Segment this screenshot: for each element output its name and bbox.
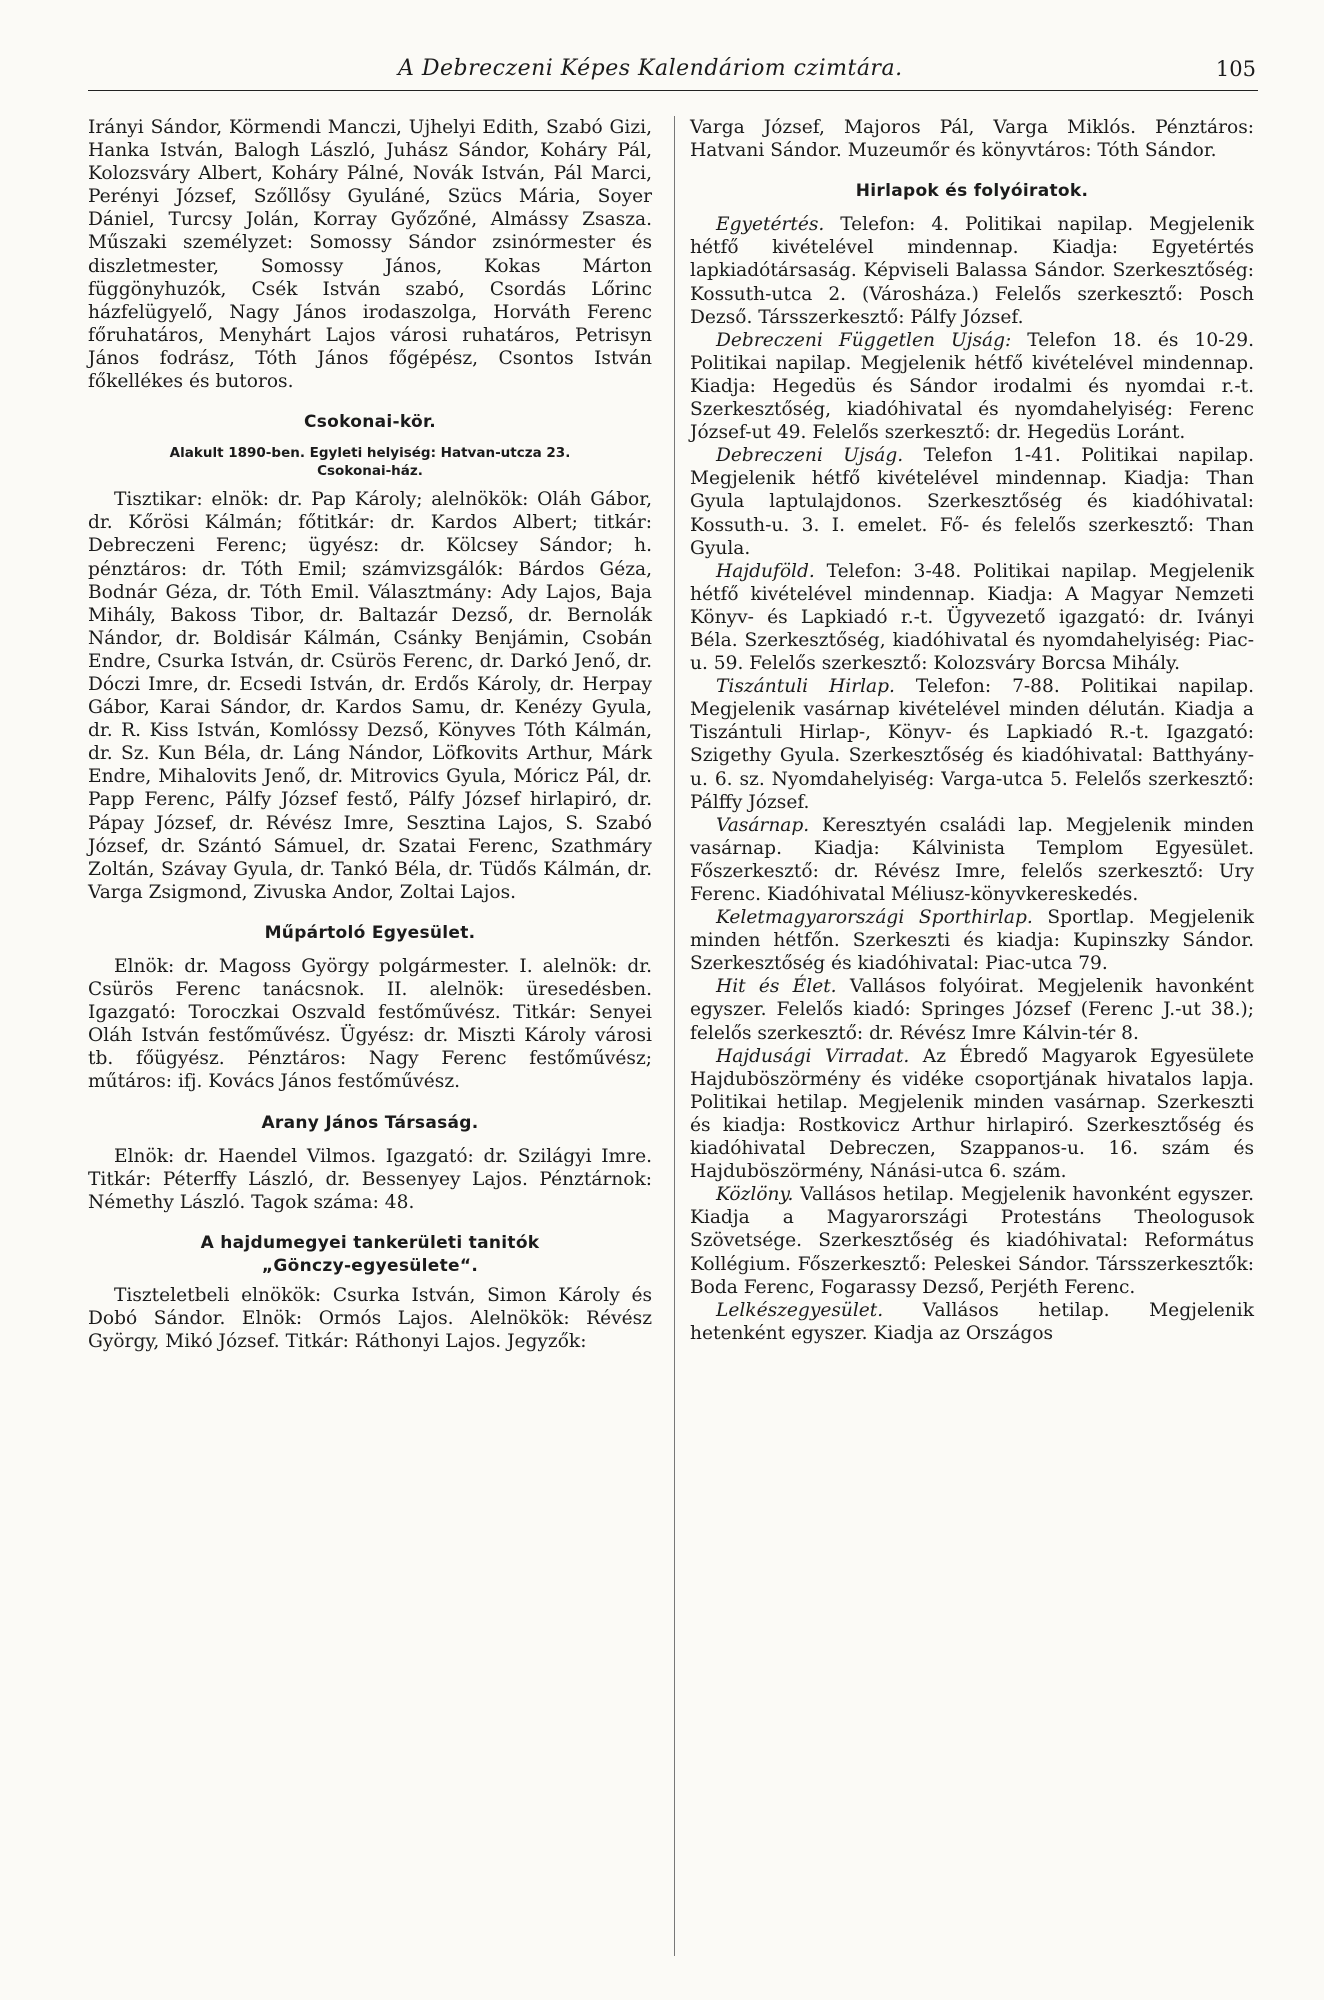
tanito-body: Tiszteletbeli elnökök: Csurka István, Simon Károly és Dobó Sándor. Elnök: Ormós Lajos. Alelnökök: Révész György, Mikó József. Titkár: Ráthonyi Lajos. Jegyzők: (88, 1285, 652, 1353)
mupartolo-body: Elnök: dr. Magoss György polgármester. I. alelnök: dr. Csürös Ferenc tanácsnok. II. alelnök: üresedésben. Igazgató: Toroczkai Oszvald festőművész. Titkár: Senyei Oláh István festőművész. Ügyész: dr. Miszti Károly városi tb. főügyész. Pénztáros: Nagy Ferenc festőművész; műtáros: ifj. Kovács János festőművész. (88, 956, 652, 1093)
running-title: A Debreczeni Képes Kalendáriom czimtára. (398, 56, 903, 81)
paper-entry (690, 906, 1254, 975)
page-number: 105 (1215, 57, 1256, 81)
right-column (690, 116, 1254, 1345)
tanito-heading (88, 1232, 652, 1278)
paper-description: Vallásos folyóirat. Megjelenik havonként egyszer. Felelős kiadó: Springes József (Ferenc J.-ut 38.); felelős szerkesztő: dr. Révész Imre Kálvin-tér 8. (690, 976, 1254, 1044)
tanito-heading-line-2: „Gönczy-egyesülete“. (261, 1256, 479, 1277)
paper-name: Egyetértés. (716, 214, 825, 236)
paper-name: Hajdusági Virradat. (716, 1045, 910, 1067)
paper-name: Vasárnap. (716, 814, 810, 836)
csokonai-founded (88, 444, 652, 480)
paper-description: Telefon 1-41. Politikai napilap. Megjelenik hétfő kivételével mindennap. Kiadja: Than Gyula laptulajdonos. Szerkesztőség és kiadóhivatal: Kossuth-u. 3. I. emelet. Fő- és felelős szerkesztő: Than Gyula. (690, 445, 1254, 559)
paper-description: Vallásos hetilap. Megjelenik havonként egyszer. Kiadja a Magyarországi Protestáns Theologusok Szövetsége. Szerkesztőség és kiadóhivatal: Református Kollégium. Főszerkesztő: Peleskei Sándor. Társszerkesztők: Boda Ferenc, Fogarassy Dezső, Perjéth Ferenc. (690, 1184, 1254, 1298)
paper-entry (690, 213, 1254, 328)
csokonai-heading: Csokonai-kör. (303, 412, 437, 433)
paper-entry (690, 329, 1254, 444)
paper-entry (690, 444, 1254, 559)
paper-entry (690, 1299, 1254, 1345)
document-page (88, 50, 1258, 1970)
csokonai-founded-line-1: Alakult 1890-ben. Egyleti helyiség: Hatvan-utcza 23. (169, 445, 571, 462)
paper-name: Tiszántuli Hirlap. (716, 676, 895, 698)
paper-entry (690, 814, 1254, 906)
paper-entry (690, 1183, 1254, 1298)
csokonai-founded-line-2: Csokonai-ház. (317, 463, 423, 480)
paper-name: Hit és Élet. (716, 976, 837, 998)
mupartolo-heading: Műpártoló Egyesület. (264, 922, 476, 943)
arany-heading: Arany János Társaság. (261, 1112, 479, 1133)
papers-heading: Hirlapok és folyóiratok. (855, 181, 1089, 202)
running-head (88, 50, 1258, 91)
arany-body: Elnök: dr. Haendel Vilmos. Igazgató: dr. Szilágyi Imre. Titkár: Péterffy László, dr. Bessenyey Lajos. Pénztárnok: Némethy László. Tagok száma: 48. (88, 1145, 652, 1213)
theatre-staff-text: Irányi Sándor, Körmendi Manczi, Ujhelyi Edith, Szabó Gizi, Hanka István, Balogh László, Juhász Sándor, Koháry Pál, Kolozsváry Albert, Koháry Pálné, Novák István, Pál Marci, Perényi József, Szőllősy Gyuláné, Szücs Mária, Soyer Dániel, Turcsy Jolán, Korray Győzőné, Almássy Zsasza. Műszaki személyzet: Somossy Sándor zsinórmester és diszletmester, Somossy János, Kokas Márton függönyhuzók, Csék István szabó, Csordás Lőrinc házfelügyelő, Nagy János irodaszolga, Horváth Ferenc főruhatáros, Menyhárt Lajos városi ruhatáros, Petrisyn János fodrász, Tóth János főgépész, Csontos István főkellékes és butoros. (88, 117, 652, 393)
paper-description: Telefon: 7-88. Politikai napilap. Megjelenik vasárnap kivételével minden délután. Kiadja a Tiszántuli Hirlap-, Könyv- és Lapkiadó R.-t. Igazgató: Szigethy Gyula. Szerkesztőség és kiadóhivatal: Batthyány-u. 6. sz. Nyomdahelyiség: Varga-utca 5. Felelős szerkesztő: Pálffy József. (690, 676, 1254, 813)
paper-entry (690, 1045, 1254, 1184)
paper-entry (690, 675, 1254, 814)
paper-description: Vallásos hetilap. Megjelenik hetenként egyszer. Kiadja az Országos (690, 1299, 1254, 1344)
paper-name: Debreczeni Ujság. (716, 445, 904, 467)
paper-entry (690, 560, 1254, 675)
tanito-heading-line-1: A hajdumegyei tankerületi tanitók (200, 1232, 540, 1253)
paper-description: Telefon 18. és 10-29. Politikai napilap. Megjelenik hétfő kivételével mindennap. Kiadja: Hegedüs és Sándor irodalmi és nyomdai r.-t. Szerkesztőség, kiadóhivatal és nyomdahelyiség: Ferenc József-ut 49. Felelős szerkesztő: dr. Hegedüs Loránt. (690, 329, 1255, 444)
paper-name: Közlöny. (716, 1184, 794, 1206)
column-divider (674, 116, 675, 1956)
paper-entry (690, 975, 1254, 1044)
paper-name: Debreczeni Független Ujság: (716, 329, 1012, 351)
paper-name: Keletmagyarországi Sporthirlap. (716, 907, 1033, 929)
paper-description: Telefon: 3-48. Politikai napilap. Megjelenik hétfő kivételével mindennap. Kiadja: A Magyar Nemzeti Könyv- és Lapkiadó r.-t. Ügyvezető igazgató: dr. Iványi Béla. Szerkesztőség, kiadóhivatal és nyomdahelyiség: Piac-u. 59. Felelős szerkesztő: Kolozsváry Borcsa Mihály. (690, 560, 1254, 675)
paper-description: Az Ébredő Magyarok Egyesülete Hajduböszörmény és vidéke csoportjának hivatalos lapja. Politikai hetilap. Megjelenik minden vasárnap. Szerkeszti és kiadja: Rostkovicz Arthur hirlapiró. Szerkesztőség és kiadóhivatal Debreczen, Szappanos-u. 16. szám és Hajduböszörmény, Nánási-utca 6. szám. (690, 1045, 1254, 1183)
paper-description: Sportlap. Megjelenik minden hétfőn. Szerkeszti és kiadja: Kupinszky Sándor. Szerkesztőség és kiadóhivatal: Piac-utca 79. (690, 907, 1254, 975)
csokonai-body: Tisztikar: elnök: dr. Pap Károly; alelnökök: Oláh Gábor, dr. Kőrösi Kálmán; főtitkár: dr. Kardos Albert; titkár: Debreczeni Ferenc; ügyész: dr. Kölcsey Sándor; h. pénztáros: dr. Tóth Emil; számvizsgálók: Bárdos Géza, Bodnár Géza, dr. Tóth Emil. Választmány: Ady Lajos, Baja Mihály, Bakoss Tibor, dr. Baltazár Dezső, dr. Bernolák Nándor, dr. Boldisár Kálmán, Csánky Benjámin, Csobán Endre, Csurka István, dr. Csürös Ferenc, dr. Darkó Jenő, dr. Dóczi Imre, dr. Ecsedi István, dr. Erdős Károly, dr. Herpay Gábor, Karai Sándor, dr. Kardos Samu, dr. Kenézy Gyula, dr. R. Kiss István, Komlóssy Dezső, Könyves Tóth Kálmán, dr. Sz. Kun Béla, dr. Láng Nándor, Löfkovits Arthur, Márk Endre, Mihalovits Jenő, dr. Mitrovics Gyula, Móricz Pál, dr. Papp Ferenc, Pálfy József festő, Pálfy József hirlapiró, dr. Pápay József, dr. Révész Imre, Sesztina Lajos, S. Szabó József, dr. Szántó Sámuel, dr. Szatai Ferenc, Szathmáry Zoltán, Szávay Gyula, dr. Tankó Béla, dr. Tüdős Kálmán, dr. Varga Zsigmond, Zivuska Andor, Zoltai Lajos. (88, 489, 652, 903)
paper-description: Keresztyén családi lap. Megjelenik minden vasárnap. Kiadja: Kálvinista Templom Egyesület. Főszerkesztő: dr. Révész Imre, felelős szerkesztő: Ury Ferenc. Kiadóhivatal Méliusz-könyvkereskedés. (690, 814, 1254, 905)
paper-name: Hajduföld. (716, 560, 815, 582)
paper-name: Lelkészegyesület. (716, 1299, 884, 1321)
papers-list (690, 213, 1254, 1345)
staff-continuation: Varga József, Majoros Pál, Varga Miklós. Pénztáros: Hatvani Sándor. Muzeumőr és könyvtáros: Tóth Sándor. (690, 117, 1254, 162)
left-column (88, 116, 652, 1353)
paper-description: Telefon: 4. Politikai napilap. Megjelenik hétfő kivételével mindennap. Kiadja: Egyetértés lapkiadótársaság. Képviseli Balassa Sándor. Szerkesztőség: Kossuth-utca 2. (Városháza.) Felelős szerkesztő: Posch Dezső. Társszerkesztő: Pálfy József. (690, 214, 1254, 328)
